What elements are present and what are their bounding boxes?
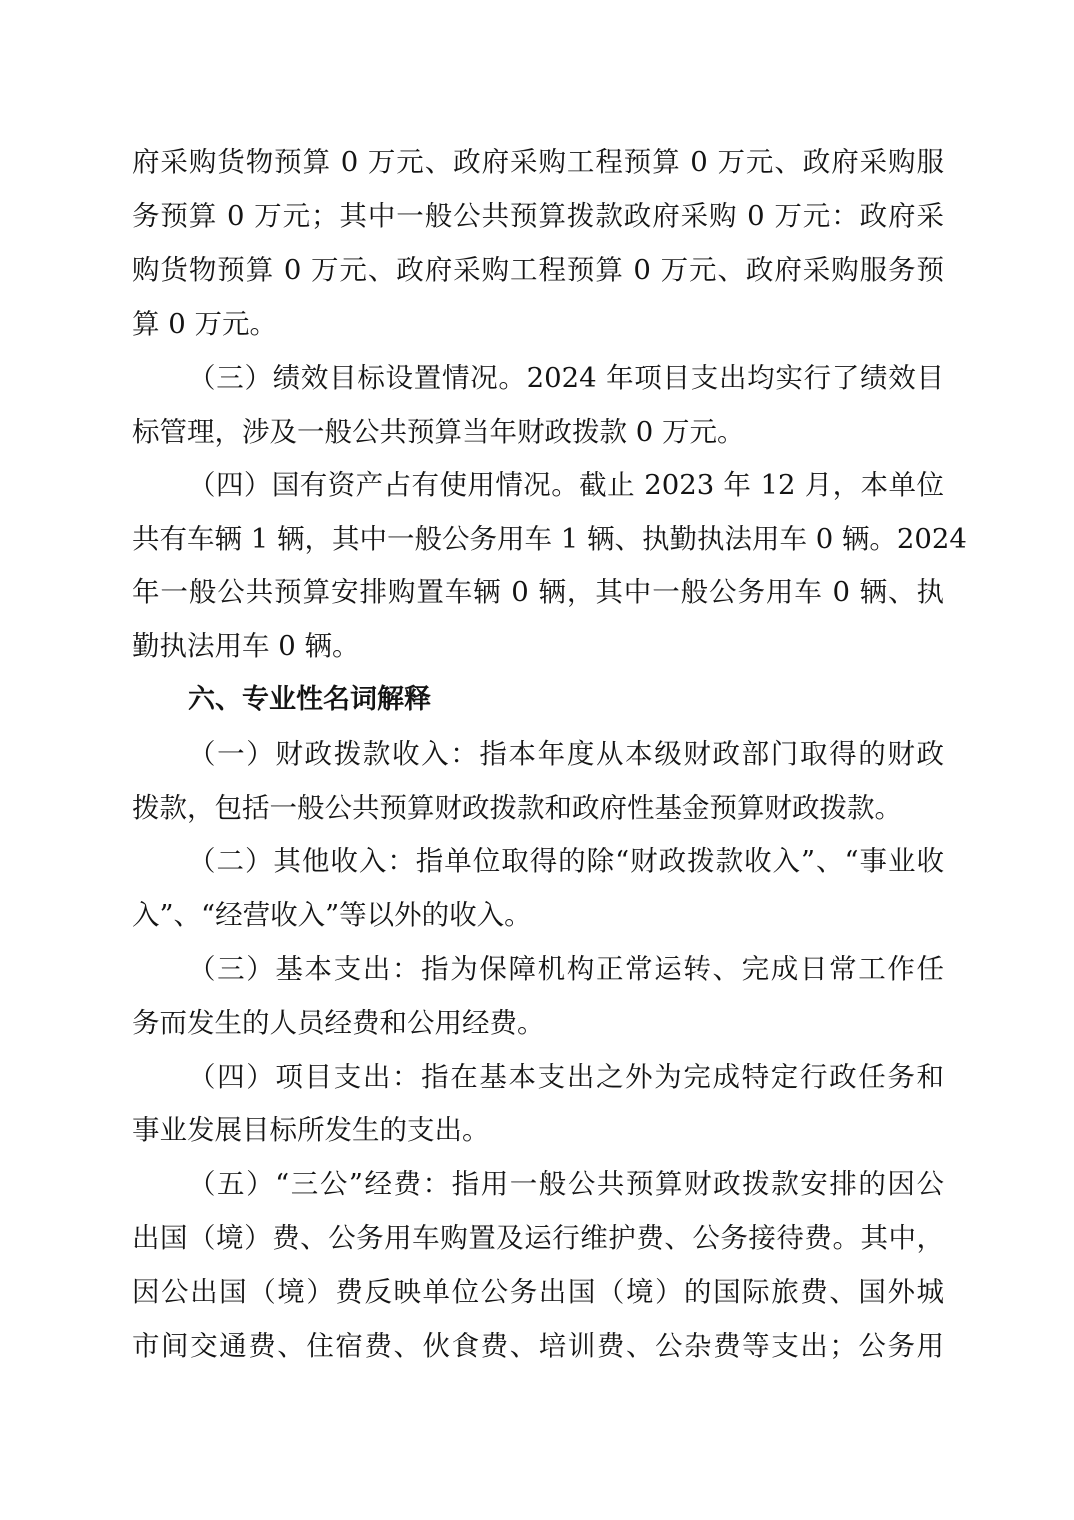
paragraph-line: 出国（境）费、公务用车购置及运行维护费、公务接待费。其中， [132, 1222, 944, 1254]
paragraph-line: 算 0 万元。 [132, 308, 277, 340]
paragraph-line: （一）财政拨款收入：指本年度从本级财政部门取得的财政 [188, 738, 944, 770]
paragraph-line: 购货物预算 0 万元、政府采购工程预算 0 万元、政府采购服务预 [132, 254, 944, 286]
paragraph-line: （三）基本支出：指为保障机构正常运转、完成日常工作任 [188, 953, 944, 985]
paragraph-line: 标管理，涉及一般公共预算当年财政拨款 0 万元。 [132, 416, 745, 448]
paragraph-line: 府采购货物预算 0 万元、政府采购工程预算 0 万元、政府采购服 [132, 146, 944, 178]
paragraph-line: （五）“三公”经费：指用一般公共预算财政拨款安排的因公 [188, 1168, 944, 1200]
paragraph-line: 拨款，包括一般公共预算财政拨款和政府性基金预算财政拨款。 [132, 792, 902, 824]
paragraph-line: 务而发生的人员经费和公用经费。 [132, 1007, 545, 1039]
paragraph-line: 年一般公共预算安排购置车辆 0 辆，其中一般公务用车 0 辆、执 [132, 576, 944, 608]
paragraph-line: 共有车辆 1 辆，其中一般公务用车 1 辆、执勤执法用车 0 辆。2024 [132, 523, 967, 555]
section-heading: 六、专业性名词解释 [188, 684, 431, 715]
paragraph-line: 入”、“经营收入”等以外的收入。 [132, 899, 532, 931]
paragraph-line: （二）其他收入：指单位取得的除“财政拨款收入”、“事业收 [188, 845, 944, 877]
paragraph-line: 市间交通费、住宿费、伙食费、培训费、公杂费等支出；公务用 [132, 1330, 944, 1362]
paragraph-line: 因公出国（境）费反映单位公务出国（境）的国际旅费、国外城 [132, 1276, 944, 1308]
paragraph-line: 务预算 0 万元；其中一般公共预算拨款政府采购 0 万元：政府采 [132, 200, 944, 232]
paragraph-line: （四）国有资产占有使用情况。截止 2023 年 12 月，本单位 [188, 469, 944, 501]
paragraph-line: 事业发展目标所发生的支出。 [132, 1114, 490, 1146]
paragraph-line: 勤执法用车 0 辆。 [132, 630, 360, 662]
paragraph-line: （三）绩效目标设置情况。2024 年项目支出均实行了绩效目 [188, 362, 944, 394]
paragraph-line: （四）项目支出：指在基本支出之外为完成特定行政任务和 [188, 1061, 944, 1093]
